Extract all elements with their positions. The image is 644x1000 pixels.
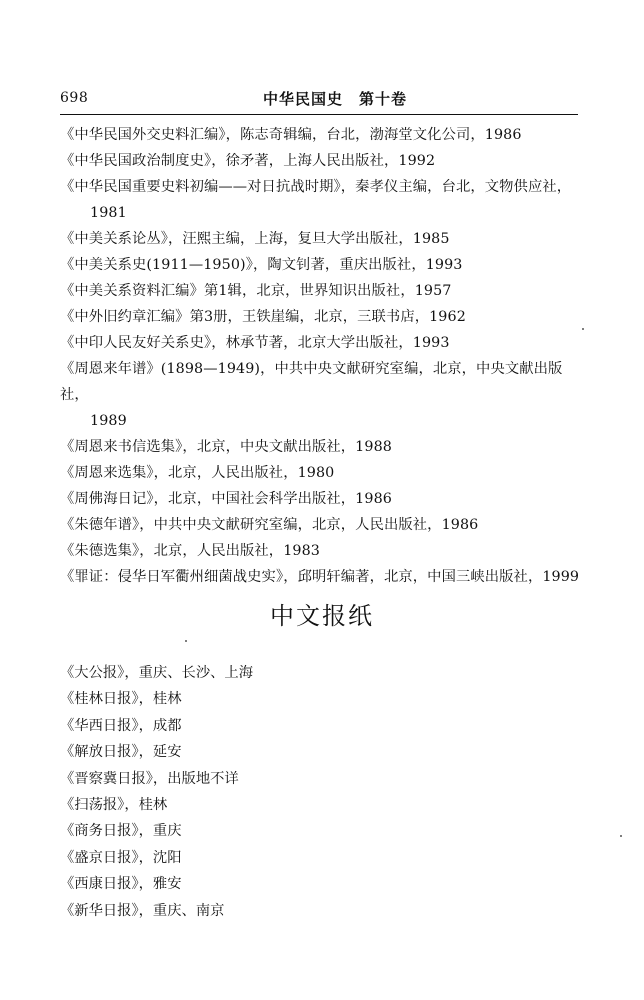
reference-item bbox=[60, 174, 585, 226]
reference-continuation: 1989 bbox=[90, 413, 127, 429]
reference-item: 《中外旧约章汇编》第3册，王铁崖编，北京，三联书店，1962 bbox=[60, 309, 466, 325]
section-title: 中文报纸 bbox=[270, 602, 374, 630]
page-number: 698 bbox=[60, 90, 89, 106]
reference-item: 《中美关系资料汇编》第1辑，北京，世界知识出版社，1957 bbox=[60, 283, 452, 299]
reference-line: 《周恩来年谱》(1898—1949)，中共中央文献研究室编，北京，中央文献出版社， bbox=[60, 361, 563, 403]
newspaper-item: 《盛京日报》，沈阳 bbox=[60, 849, 182, 866]
running-title: 中华民国史 第十卷 bbox=[263, 90, 408, 108]
page-header bbox=[60, 88, 578, 112]
newspaper-item: 《华西日报》，成都 bbox=[60, 717, 182, 734]
header-rule bbox=[60, 114, 578, 115]
newspaper-item: 《晋察冀日报》，出版地不详 bbox=[60, 770, 239, 787]
reference-list bbox=[60, 122, 585, 590]
reference-item: 《朱德选集》，北京，人民出版社，1983 bbox=[60, 543, 320, 559]
reference-item: 《中华民国政治制度史》，徐矛著，上海人民出版社，1992 bbox=[60, 153, 436, 169]
reference-item: 《中美关系史(1911—1950)》，陶文钊著，重庆出版社，1993 bbox=[60, 257, 463, 273]
reference-item: 《周佛海日记》，北京，中国社会科学出版社，1986 bbox=[60, 491, 392, 507]
scan-speck bbox=[620, 835, 622, 837]
newspaper-item: 《商务日报》，重庆 bbox=[60, 823, 182, 840]
reference-item: 《周恩来选集》，北京，人民出版社，1980 bbox=[60, 465, 335, 481]
reference-line: 《中华民国重要史料初编——对日抗战时期》，秦孝仪主编，台北，文物供应社， bbox=[60, 179, 572, 195]
scan-speck bbox=[582, 328, 584, 330]
reference-item: 《中印人民友好关系史》，林承节著，北京大学出版社，1993 bbox=[60, 335, 450, 351]
newspaper-item: 《解放日报》，延安 bbox=[60, 744, 182, 761]
reference-item: 《中华民国外交史料汇编》，陈志奇辑编，台北，渤海堂文化公司，1986 bbox=[60, 127, 522, 143]
newspaper-item: 《大公报》，重庆、长沙、上海 bbox=[60, 665, 254, 681]
reference-item bbox=[60, 356, 585, 434]
reference-item: 《周恩来书信选集》，北京，中央文献出版社，1988 bbox=[60, 439, 392, 455]
reference-continuation: 1981 bbox=[90, 205, 127, 221]
newspaper-item: 《扫荡报》，桂林 bbox=[60, 796, 168, 813]
newspaper-item: 《桂林日报》，桂林 bbox=[60, 691, 182, 708]
newspaper-item: 《西康日报》，雅安 bbox=[60, 876, 182, 893]
reference-item: 《朱德年谱》，中共中央文献研究室编，北京，人民出版社，1986 bbox=[60, 517, 479, 533]
reference-item: 《罪证：侵华日军衢州细菌战史实》，邱明轩编著，北京，中国三峡出版社，1999 bbox=[60, 569, 580, 585]
newspaper-list bbox=[60, 660, 585, 924]
scan-speck bbox=[185, 640, 187, 642]
newspaper-item: 《新华日报》，重庆、南京 bbox=[60, 902, 225, 919]
reference-item: 《中美关系论丛》，汪熙主编，上海，复旦大学出版社，1985 bbox=[60, 231, 450, 247]
